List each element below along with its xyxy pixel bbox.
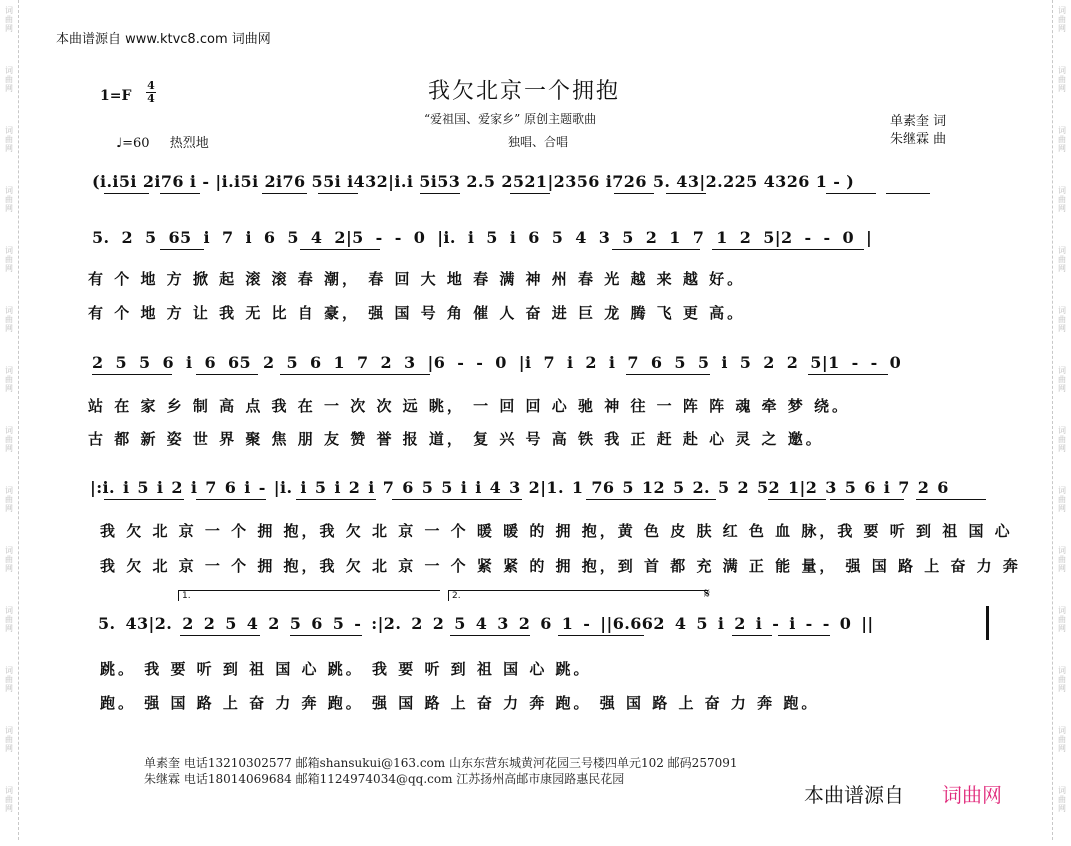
lyric-line-2-verse-1: 有 个 地 方 掀 起 滚 滚 春 潮， 春 回 大 地 春 满 神 州 春 光 越 来 越 好。 <box>88 270 746 288</box>
contact-row-composer: 朱继霖 电话18014069684 邮箱1124974034@qq.com 江苏扬州高邮市康园路惠民花园 <box>144 772 625 786</box>
beam <box>916 499 986 500</box>
score-line-2-notes: 5. 2 5 65 i 7 i 6 5 4 2|5 - - 0 |i. i 5 i 6 5 4 3 5 2 1 7 1 2 5|2 - - 0 | <box>92 228 873 247</box>
beam <box>392 499 522 500</box>
contact-row-lyricist: 单素奎 电话13210302577 邮箱shansukui@163.com 山东东营东城黄河花园三号楼四单元102 邮码257091 <box>144 756 738 770</box>
left-watermark-text: 词 曲 网 词 曲 网 词 曲 网 词 曲 网 词 曲 网 词 曲 网 词 曲 网 词 曲 网 词 曲 网 词 曲 网 词 曲 网 词 曲 网 词 曲 网 词 曲 网 <box>5 6 13 813</box>
beam <box>778 635 830 636</box>
beam <box>180 635 260 636</box>
subtitle: “爱祖国、爱家乡” 原创主题歌曲 <box>424 112 597 126</box>
beam <box>318 193 358 194</box>
beam <box>196 499 266 500</box>
beam <box>586 499 716 500</box>
beam <box>612 249 700 250</box>
score-line-5-notes: 5. 43|2. 2 2 5 4 2 5 6 5 - :|2. 2 2 5 4 3 2 6 1 - ||6.662 4 5 i 2 i - i - - 0 || <box>98 614 874 633</box>
lyric-line-5-verse-2: 跑。 强 国 路 上 奋 力 奔 跑。 强 国 路 上 奋 力 奔 跑。 强 国 路 上 奋 力 奔 跑。 <box>100 694 820 712</box>
beam <box>712 249 864 250</box>
tempo <box>116 132 209 151</box>
segno-sign: 𝄋 <box>704 586 711 602</box>
beam <box>626 374 710 375</box>
volta-bracket-2 <box>448 590 708 601</box>
beam <box>826 193 876 194</box>
right-watermark-strip <box>1052 0 1071 840</box>
beam <box>104 193 149 194</box>
volta-bracket-1 <box>178 590 440 601</box>
beam <box>92 374 172 375</box>
beam <box>262 193 307 194</box>
beam <box>196 374 258 375</box>
lyric-line-4-verse-2: 我 欠 北 京 一 个 拥 抱，我 欠 北 京 一 个 紧 紧 的 拥 抱，到 首 都 充 满 正 能 量， 强 国 路 上 奋 力 奔 <box>100 557 1021 575</box>
beam <box>558 635 644 636</box>
tempo-value: ♩=60 <box>116 136 150 151</box>
lyric-line-5-verse-1: 跳。 我 要 听 到 祖 国 心 跳。 我 要 听 到 祖 国 心 跳。 <box>100 660 592 678</box>
beam <box>886 193 930 194</box>
left-watermark-strip <box>0 0 19 840</box>
lyricist-credit: 单素奎 词 <box>890 114 947 129</box>
beam <box>104 499 184 500</box>
composer-credit: 朱继霖 曲 <box>890 132 947 147</box>
meter-top: 4 <box>147 79 155 92</box>
right-watermark-text: 词 曲 网 词 曲 网 词 曲 网 词 曲 网 词 曲 网 词 曲 网 词 曲 网 词 曲 网 词 曲 网 词 曲 网 词 曲 网 词 曲 网 词 曲 网 词 曲 网 <box>1058 6 1066 813</box>
score-line-4-notes: |:i. i 5 i 2 i 7 6 i - |i. i 5 i 2 i 7 6 5 5 i i 4 3 2|1. 1 76 5 12 5 2. 5 2 52 1|2 3 5 6 i 7 2 6 <box>90 478 949 497</box>
volta-2-label: 2. <box>452 591 461 601</box>
beam <box>450 635 530 636</box>
page-title: 我欠北京一个拥抱 <box>428 79 621 104</box>
lyric-line-3-verse-1: 站 在 家 乡 制 高 点 我 在 一 次 次 远 眺， 一 回 回 心 驰 神 往 一 阵 阵 魂 牵 梦 绕。 <box>88 397 851 415</box>
beam <box>160 249 204 250</box>
brand-source-label[interactable]: 本曲谱源自 <box>804 783 904 807</box>
time-signature <box>146 80 156 105</box>
meter-bottom: 4 <box>147 92 155 105</box>
beam <box>614 193 654 194</box>
lyric-line-4-verse-1: 我 欠 北 京 一 个 拥 抱，我 欠 北 京 一 个 暖 暖 的 拥 抱，黄 色 皮 肤 红 色 血 脉，我 要 听 到 祖 国 心 <box>100 522 1013 540</box>
volta-1-label: 1. <box>182 591 191 601</box>
beam <box>160 193 200 194</box>
beam <box>768 499 826 500</box>
beam <box>510 193 550 194</box>
beam <box>830 499 904 500</box>
beam <box>666 193 706 194</box>
beam <box>732 635 772 636</box>
key-signature: 1=F <box>100 88 132 104</box>
score-line-1-notes: (i.i5i 2i76 i - |i.i5i 2i76 55i i432|i.i 5i53 2.5 2521|2356 i726 5. 43|2.225 4326 1 - ) <box>92 172 855 191</box>
beam <box>296 499 376 500</box>
brand-site-name[interactable]: 词曲网 <box>942 783 1002 807</box>
final-barline <box>986 606 989 640</box>
beam <box>808 374 888 375</box>
tempo-mark: 热烈地 <box>169 136 209 151</box>
beam <box>300 249 380 250</box>
beam <box>290 635 362 636</box>
score-line-3-notes: 2 5 5 6 i 6 65 2 5 6 1 7 2 3 |6 - - 0 |i 7 i 2 i 7 6 5 5 i 5 2 2 5|1 - - 0 <box>92 353 902 372</box>
beam <box>420 193 460 194</box>
performance-type: 独唱、合唱 <box>508 135 569 149</box>
source-line[interactable]: 本曲谱源自 www.ktvc8.com 词曲网 <box>56 32 271 47</box>
lyric-line-3-verse-2: 古 都 新 姿 世 界 聚 焦 朋 友 赞 誉 报 道， 复 兴 号 高 铁 我 正 赶 赴 心 灵 之 邀。 <box>88 430 824 448</box>
beam <box>280 374 430 375</box>
lyric-line-2-verse-2: 有 个 地 方 让 我 无 比 自 豪， 强 国 号 角 催 人 奋 进 巨 龙 腾 飞 更 高。 <box>88 304 746 322</box>
